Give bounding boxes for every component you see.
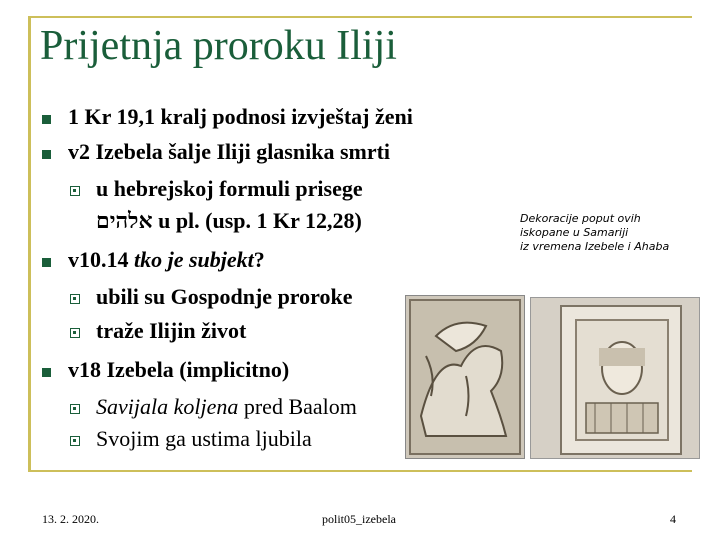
bullet-marker xyxy=(42,150,51,159)
sub-bullet-marker xyxy=(70,294,80,304)
sub-bullet-marker xyxy=(70,404,80,414)
frame-bottom-line xyxy=(28,470,692,472)
sub-bullet-rest: pred Baalom xyxy=(238,394,357,419)
sub-bullet-italic: Savijala koljena xyxy=(96,394,239,419)
frame-top-line xyxy=(28,16,692,18)
image-caption xyxy=(520,212,710,254)
sub-bullet-text: ubili su Gospodnje proroke xyxy=(96,284,353,309)
bullet-marker xyxy=(42,258,51,267)
bullet-text-suffix: ? xyxy=(253,247,265,272)
sub-bullet-text xyxy=(96,394,357,420)
sub-bullet-text: traže Ilijin život xyxy=(96,318,247,343)
bullet-text: 1 Kr 19,1 kralj podnosi izvještaj ženi xyxy=(68,104,413,129)
ivory-woman-at-window-image xyxy=(530,297,700,459)
bullet-text-prefix: v10.14 xyxy=(68,247,134,272)
bullet-text xyxy=(68,247,265,273)
sub-bullet-text: u hebrejskoj formuli prisege xyxy=(96,176,363,201)
caption-line: Dekoracije poput ovih xyxy=(520,212,641,225)
bullet-text-italic: tko je subjekt xyxy=(134,247,254,272)
ivory-sphinx-image xyxy=(405,295,525,459)
frame-left-line xyxy=(28,16,31,471)
footer-filename: polit05_izebela xyxy=(322,512,396,526)
bullet-text: v2 Izebela šalje Iliji glasnika smrti xyxy=(68,139,391,164)
footer-date: 13. 2. 2020. xyxy=(42,512,99,526)
slide-title: Prijetnja proroku Iliji xyxy=(40,23,397,69)
footer-page-number: 4 xyxy=(670,512,676,526)
bullet-marker xyxy=(42,368,51,377)
bullet-text: v18 Izebela (implicitno) xyxy=(68,357,290,382)
sub-bullet-text: Svojim ga ustima ljubila xyxy=(96,426,312,451)
bullet-marker xyxy=(42,115,51,124)
caption-line: iskopane u Samariji xyxy=(520,226,629,239)
caption-line: iz vremena Izebele i Ahaba xyxy=(520,240,670,253)
ivory-sphinx-drawing xyxy=(406,296,524,458)
sub-bullet-marker xyxy=(70,328,80,338)
sub-bullet-marker xyxy=(70,186,80,196)
sub-bullet-marker xyxy=(70,436,80,446)
ivory-window-drawing xyxy=(531,298,699,458)
sub-bullet-continuation: אלהים u pl. (usp. 1 Kr 12,28) xyxy=(96,208,362,233)
